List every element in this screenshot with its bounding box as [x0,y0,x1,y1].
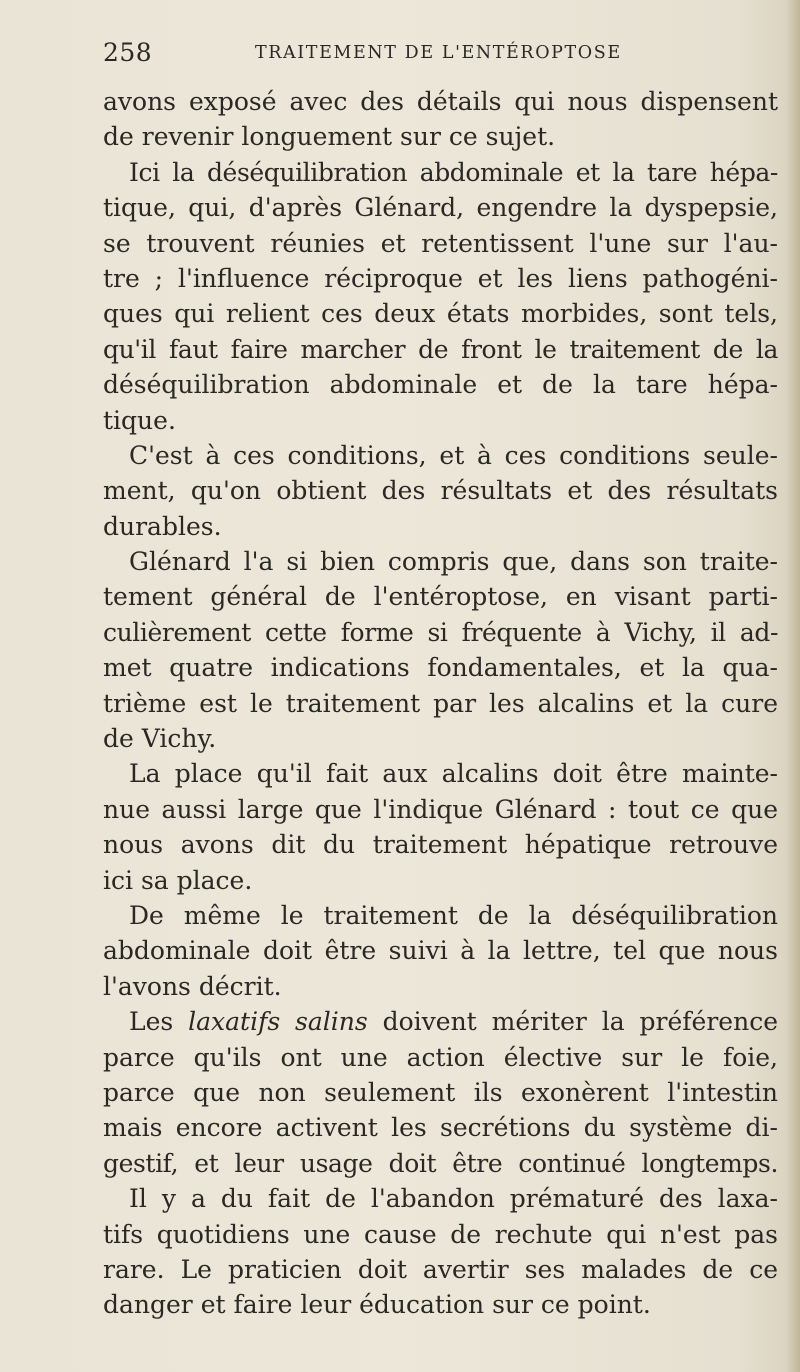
text-line: ici sa place. [103,865,253,895]
text-line: C'est à ces conditions, et à ces conditions seule- [129,440,778,470]
text-line: tique, qui, d'après Glénard, engendre la dyspepsie, [103,193,778,223]
text-line: parce que non seulement ils exonèrent l'intestin [103,1077,778,1107]
text-line: Glénard l'a si bien compris que, dans son traite- [129,547,778,577]
text-line: culièrement cette forme si fréquente à Vichy, il ad- [103,617,778,647]
running-title: TRAITEMENT DE L'ENTÉROPTOSE [255,43,622,63]
text-line-laxatifs [103,1004,778,1039]
text-line: l'avons décrit. [103,971,282,1001]
page-edge-shadow [786,0,800,1372]
text-line: parce qu'ils ont une action élective sur le foie, [103,1042,778,1072]
text-line: tique. [103,405,176,435]
text-line: déséquilibration abdominale et de la tare hépa- [103,370,778,400]
text-line: nous avons dit du traitement hépatique retrouve [103,830,778,860]
text-line: danger et faire leur éducation sur ce point. [103,1290,651,1320]
text-run: Les [129,1007,189,1037]
text-line: La place qu'il fait aux alcalins doit être mainte- [129,759,778,789]
text-line: Il y a du fait de l'abandon prématuré des laxa- [129,1184,778,1214]
text-line: de revenir longuement sur ce sujet. [103,122,556,152]
text-line: ment, qu'on obtient des résultats et des résultats [103,476,778,506]
text-line: ques qui relient ces deux états morbides, sont tels, [103,299,778,329]
text-line: qu'il faut faire marcher de front le traitement de la [103,334,778,364]
text-line: se trouvent réunies et retentissent l'une sur l'au- [103,228,778,258]
text-line: Ici la déséquilibration abdominale et la tare hépa- [129,157,778,187]
text-line: mais encore activent les secrétions du système di- [103,1113,778,1143]
text-run: doivent mériter la préférence [367,1007,778,1037]
text-line: durables. [103,511,222,541]
text-line: rare. Le praticien doit avertir ses malades de ce [103,1254,778,1284]
text-line: tement général de l'entéroptose, en visant parti- [103,582,778,612]
text-line: avons exposé avec des détails qui nous dispensent [103,87,778,116]
text-line: nue aussi large que l'indique Glénard : tout ce que [103,794,778,824]
text-line: tre ; l'influence réciproque et les liens pathogéni- [103,263,778,293]
page-number: 258 [103,38,153,67]
text-line: met quatre indications fondamentales, et la qua- [103,653,778,683]
text-line: De même le traitement de la déséquilibration [129,900,778,930]
page-header [103,38,663,72]
text-line: gestif, et leur usage doit être continué longtemps. [103,1148,778,1178]
body-text [103,84,778,1323]
text-line: tifs quotidiens une cause de rechute qui n'est pas [103,1219,778,1249]
text-line: de Vichy. [103,724,217,754]
text-line: trième est le traitement par les alcalins et la cure [103,688,778,718]
italic-term: laxatifs salins [188,1007,368,1037]
text-line: abdominale doit être suivi à la lettre, tel que nous [103,936,778,966]
